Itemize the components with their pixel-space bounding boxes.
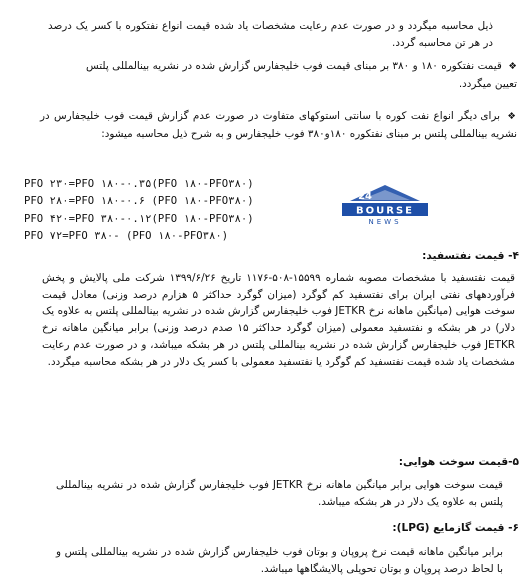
svg-text:24: 24 — [358, 191, 372, 202]
bullet-1-text: قیمت نفتکوره ۱۸۰ و ۳۸۰ بر مبنای قیمت فوب خلیجفارس گزارش شده در نشریه بینالمللی پلتس تعیین میگردد. — [86, 60, 517, 90]
intro-paragraph: ذیل محاسبه میگردد و در صورت عدم رعایت مشخصات یاد شده قیمت انواع نفتکوره با کسر یک درصد در هر تن محاسبه گردد. — [48, 20, 493, 50]
formula-line: PFO ۷۲=PFO ۳۸۰- (PFO ۱۸۰-PFO۳۸۰) — [24, 229, 229, 242]
formula-line: PFO ۲۳۰=PFO ۱۸۰-۰.۳۵(PFO ۱۸۰-PFO۳۸۰) — [24, 178, 254, 190]
section-6-heading: ۶- قیمت گازمایع (LPG): — [392, 522, 519, 534]
bourse-news-watermark-logo — [332, 183, 438, 227]
logo-text: BOURSE — [356, 205, 414, 217]
logo-subtext: NEWS — [368, 218, 402, 226]
formula-list — [24, 176, 314, 245]
section-5-body: قیمت سوخت هوایی برابر میانگین ماهانه نرخ JETKR فوب خلیجفارس گزارش شده در نشریه بینالمللی پلتس به علاوه یک دلار در هر بشکه میباشد. — [56, 479, 503, 508]
section-4-body: قیمت نفتسفید با مشخصات مصوبه شماره ۱۵۵۹۹-۵۰۸-۱۱۷۶ تاریخ ۱۳۹۹/۶/۲۶ شرکت ملی پالایش و پخش فرآوردههای نفتی ایران برای نفتسفید کم گوگرد (میزان گوگرد حداکثر ۵ هزارم درصد وزنی) معادل قیمت سوخت هوایی (میانگین ماهانه نرخ JETKR فوب خلیجفارس گزارش شده در نشریه بینالمللی پلتس به علاوه یک دلار) در هر بشکه و نفتسفید معمولی (میزان گوگرد حداکثر ۱۵ صدم درصد وزنی) برابر میانگین ماهانه نرخ JETKR فوب خلیجفارس گزارش شده در نشریه بینالمللی پلتس در هر بشکه میباشد، و در صورت عدم رعایت مشخصات یاد شده قیمت نفتسفید کم گوگرد یا نفتسفید معمولی با کسر یک دلار در هر بشکه محاسبه میگردد. — [42, 272, 516, 368]
diamond-bullet-icon: ❖ — [508, 61, 518, 72]
section-5-heading: ۵-قیمت سوخت هوایی: — [398, 456, 519, 468]
section-6-body: برابر میانگین ماهانه قیمت نرخ پروپان و بوتان فوب خلیجفارس گزارش شده در نشریه بینالمللی پلتس و با لحاظ درصد پروپان و بوتان تحویلی پالایشگاهها میباشد. — [56, 546, 503, 575]
formula-line: PFO ۴۲۰=PFO ۳۸۰-۰.۱۲(PFO ۱۸۰-PFO۳۸۰) — [24, 212, 254, 225]
diamond-bullet-icon: ❖ — [507, 111, 517, 122]
bullet-2-text: برای دیگر انواع نفت کوره با سانتی استوکهای متفاوت در صورت عدم گزارش قیمت فوب خلیجفارس در نشریه بینالمللی پلتس بر مبنای نفتکوره ۱۸۰و۳۸۰ فوب خلیجفارس و به شرح ذیل محاسبه میشود: — [40, 110, 517, 140]
bullet-paragraph-2 — [40, 108, 517, 143]
bullet-paragraph-1 — [86, 58, 517, 93]
formula-line: PFO ۲۸۰=PFO ۱۸۰-۰.۶ (PFO ۱۸۰-PFO۳۸۰) — [24, 195, 254, 208]
section-4-heading: ۴- قیمت نفتسفید: — [422, 250, 519, 262]
